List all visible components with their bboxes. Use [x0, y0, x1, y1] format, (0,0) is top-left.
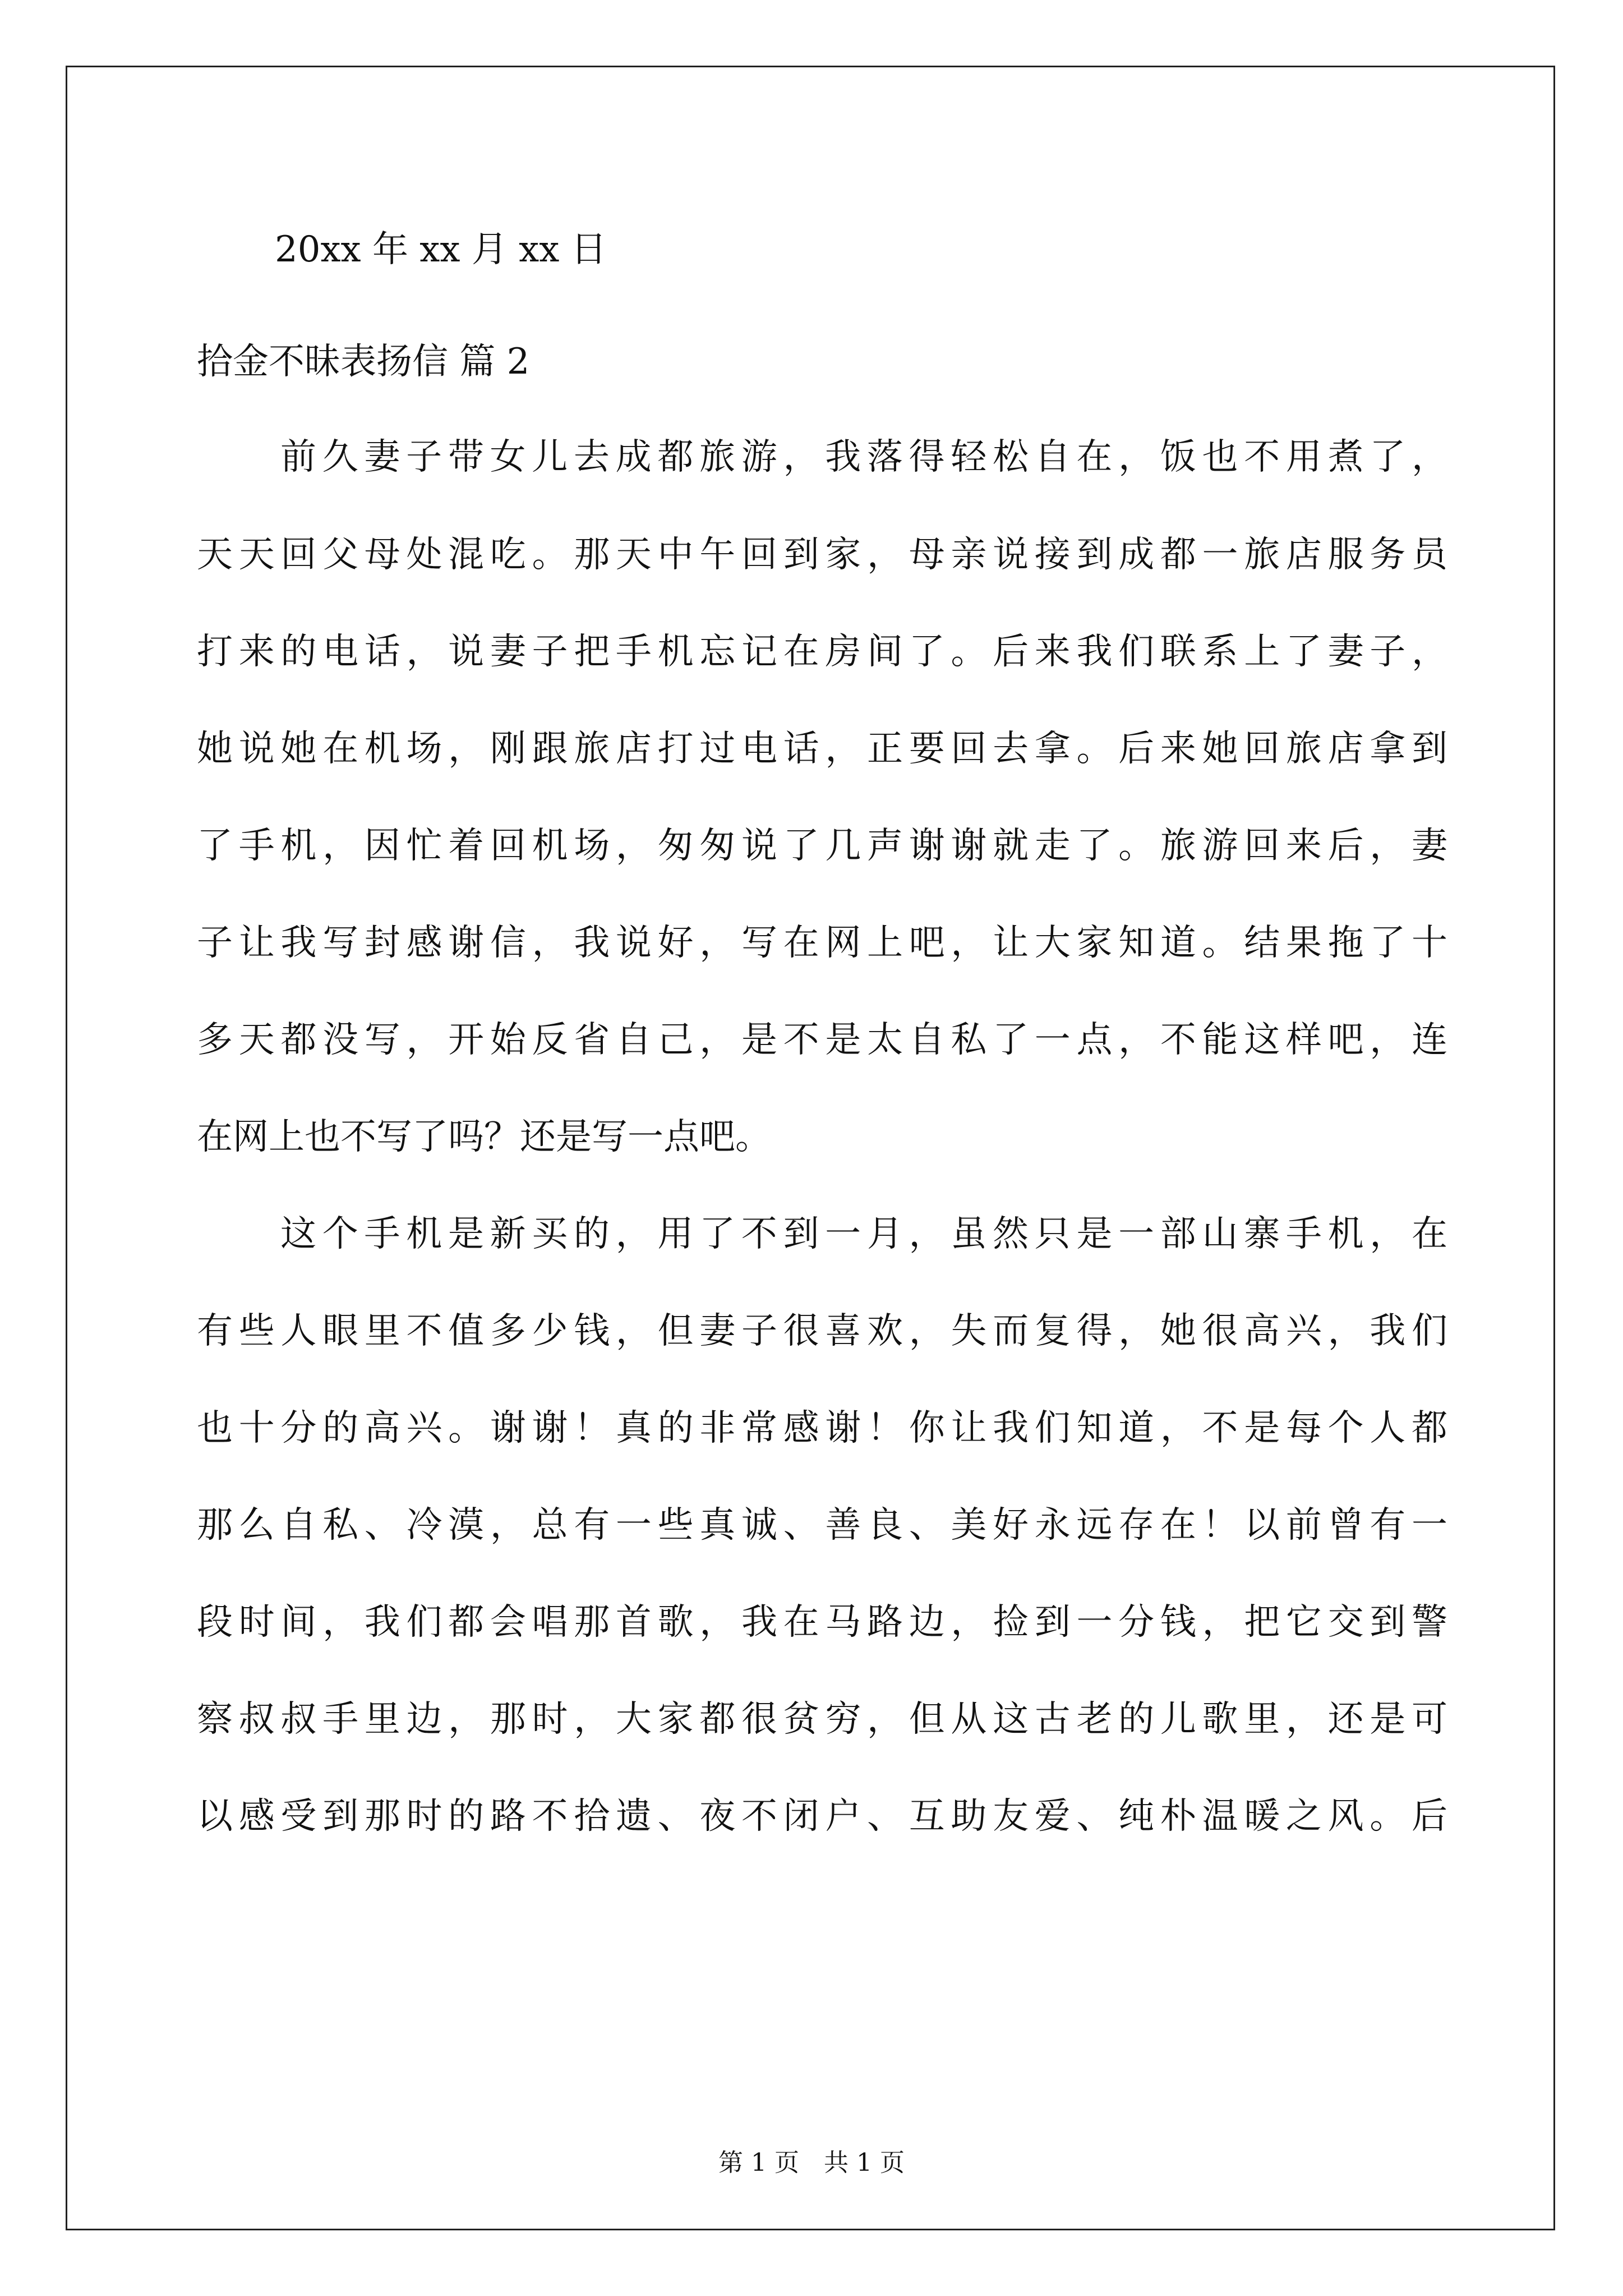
paragraph-1-line-7: 多天都没写，开始反省自己，是不是太自私了一点，不能这样吧，连	[197, 1019, 1447, 1061]
paragraph-1-line-8: 在网上也不写了吗？还是写一点吧。	[197, 1116, 771, 1158]
date-line: 20xx 年 xx 月 xx 日	[275, 229, 607, 270]
paragraph-1-line-2: 天天回父母处混吃。那天中午回到家，母亲说接到成都一旅店服务员	[197, 534, 1447, 576]
paragraph-2-line-3: 也十分的高兴。谢谢！真的非常感谢！你让我们知道，不是每个人都	[197, 1407, 1447, 1449]
paragraph-1-line-5: 了手机，因忙着回机场，匆匆说了几声谢谢就走了。旅游回来后，妻	[197, 825, 1447, 867]
paragraph-2-line-2: 有些人眼里不值多少钱，但妻子很喜欢，失而复得，她很高兴，我们	[197, 1310, 1447, 1352]
paragraph-1-line-1: 前久妻子带女儿去成都旅游，我落得轻松自在，饭也不用煮了，	[280, 436, 1447, 478]
page-footer: 第 1 页 共 1 页	[718, 2148, 905, 2177]
paragraph-2-line-6: 察叔叔手里边，那时，大家都很贫穷，但从这古老的儿歌里，还是可	[197, 1699, 1447, 1740]
paragraph-2-line-5: 段时间，我们都会唱那首歌，我在马路边，捡到一分钱，把它交到警	[197, 1602, 1447, 1643]
paragraph-1-line-3: 打来的电话，说妻子把手机忘记在房间了。后来我们联系上了妻子，	[197, 631, 1447, 673]
paragraph-1-line-4: 她说她在机场，刚跟旅店打过电话，正要回去拿。后来她回旅店拿到	[197, 728, 1447, 770]
paragraph-2-line-1: 这个手机是新买的，用了不到一月，虽然只是一部山寨手机，在	[280, 1213, 1447, 1255]
paragraph-2-line-4: 那么自私、冷漠，总有一些真诚、善良、美好永远存在！以前曾有一	[197, 1504, 1447, 1546]
paragraph-1-line-6: 子让我写封感谢信，我说好，写在网上吧，让大家知道。结果拖了十	[197, 922, 1447, 964]
letter-heading: 拾金不昧表扬信 篇 2	[197, 341, 530, 383]
paragraph-2-line-7: 以感受到那时的路不拾遗、夜不闭户、互助友爱、纯朴温暖之风。后	[197, 1796, 1447, 1837]
